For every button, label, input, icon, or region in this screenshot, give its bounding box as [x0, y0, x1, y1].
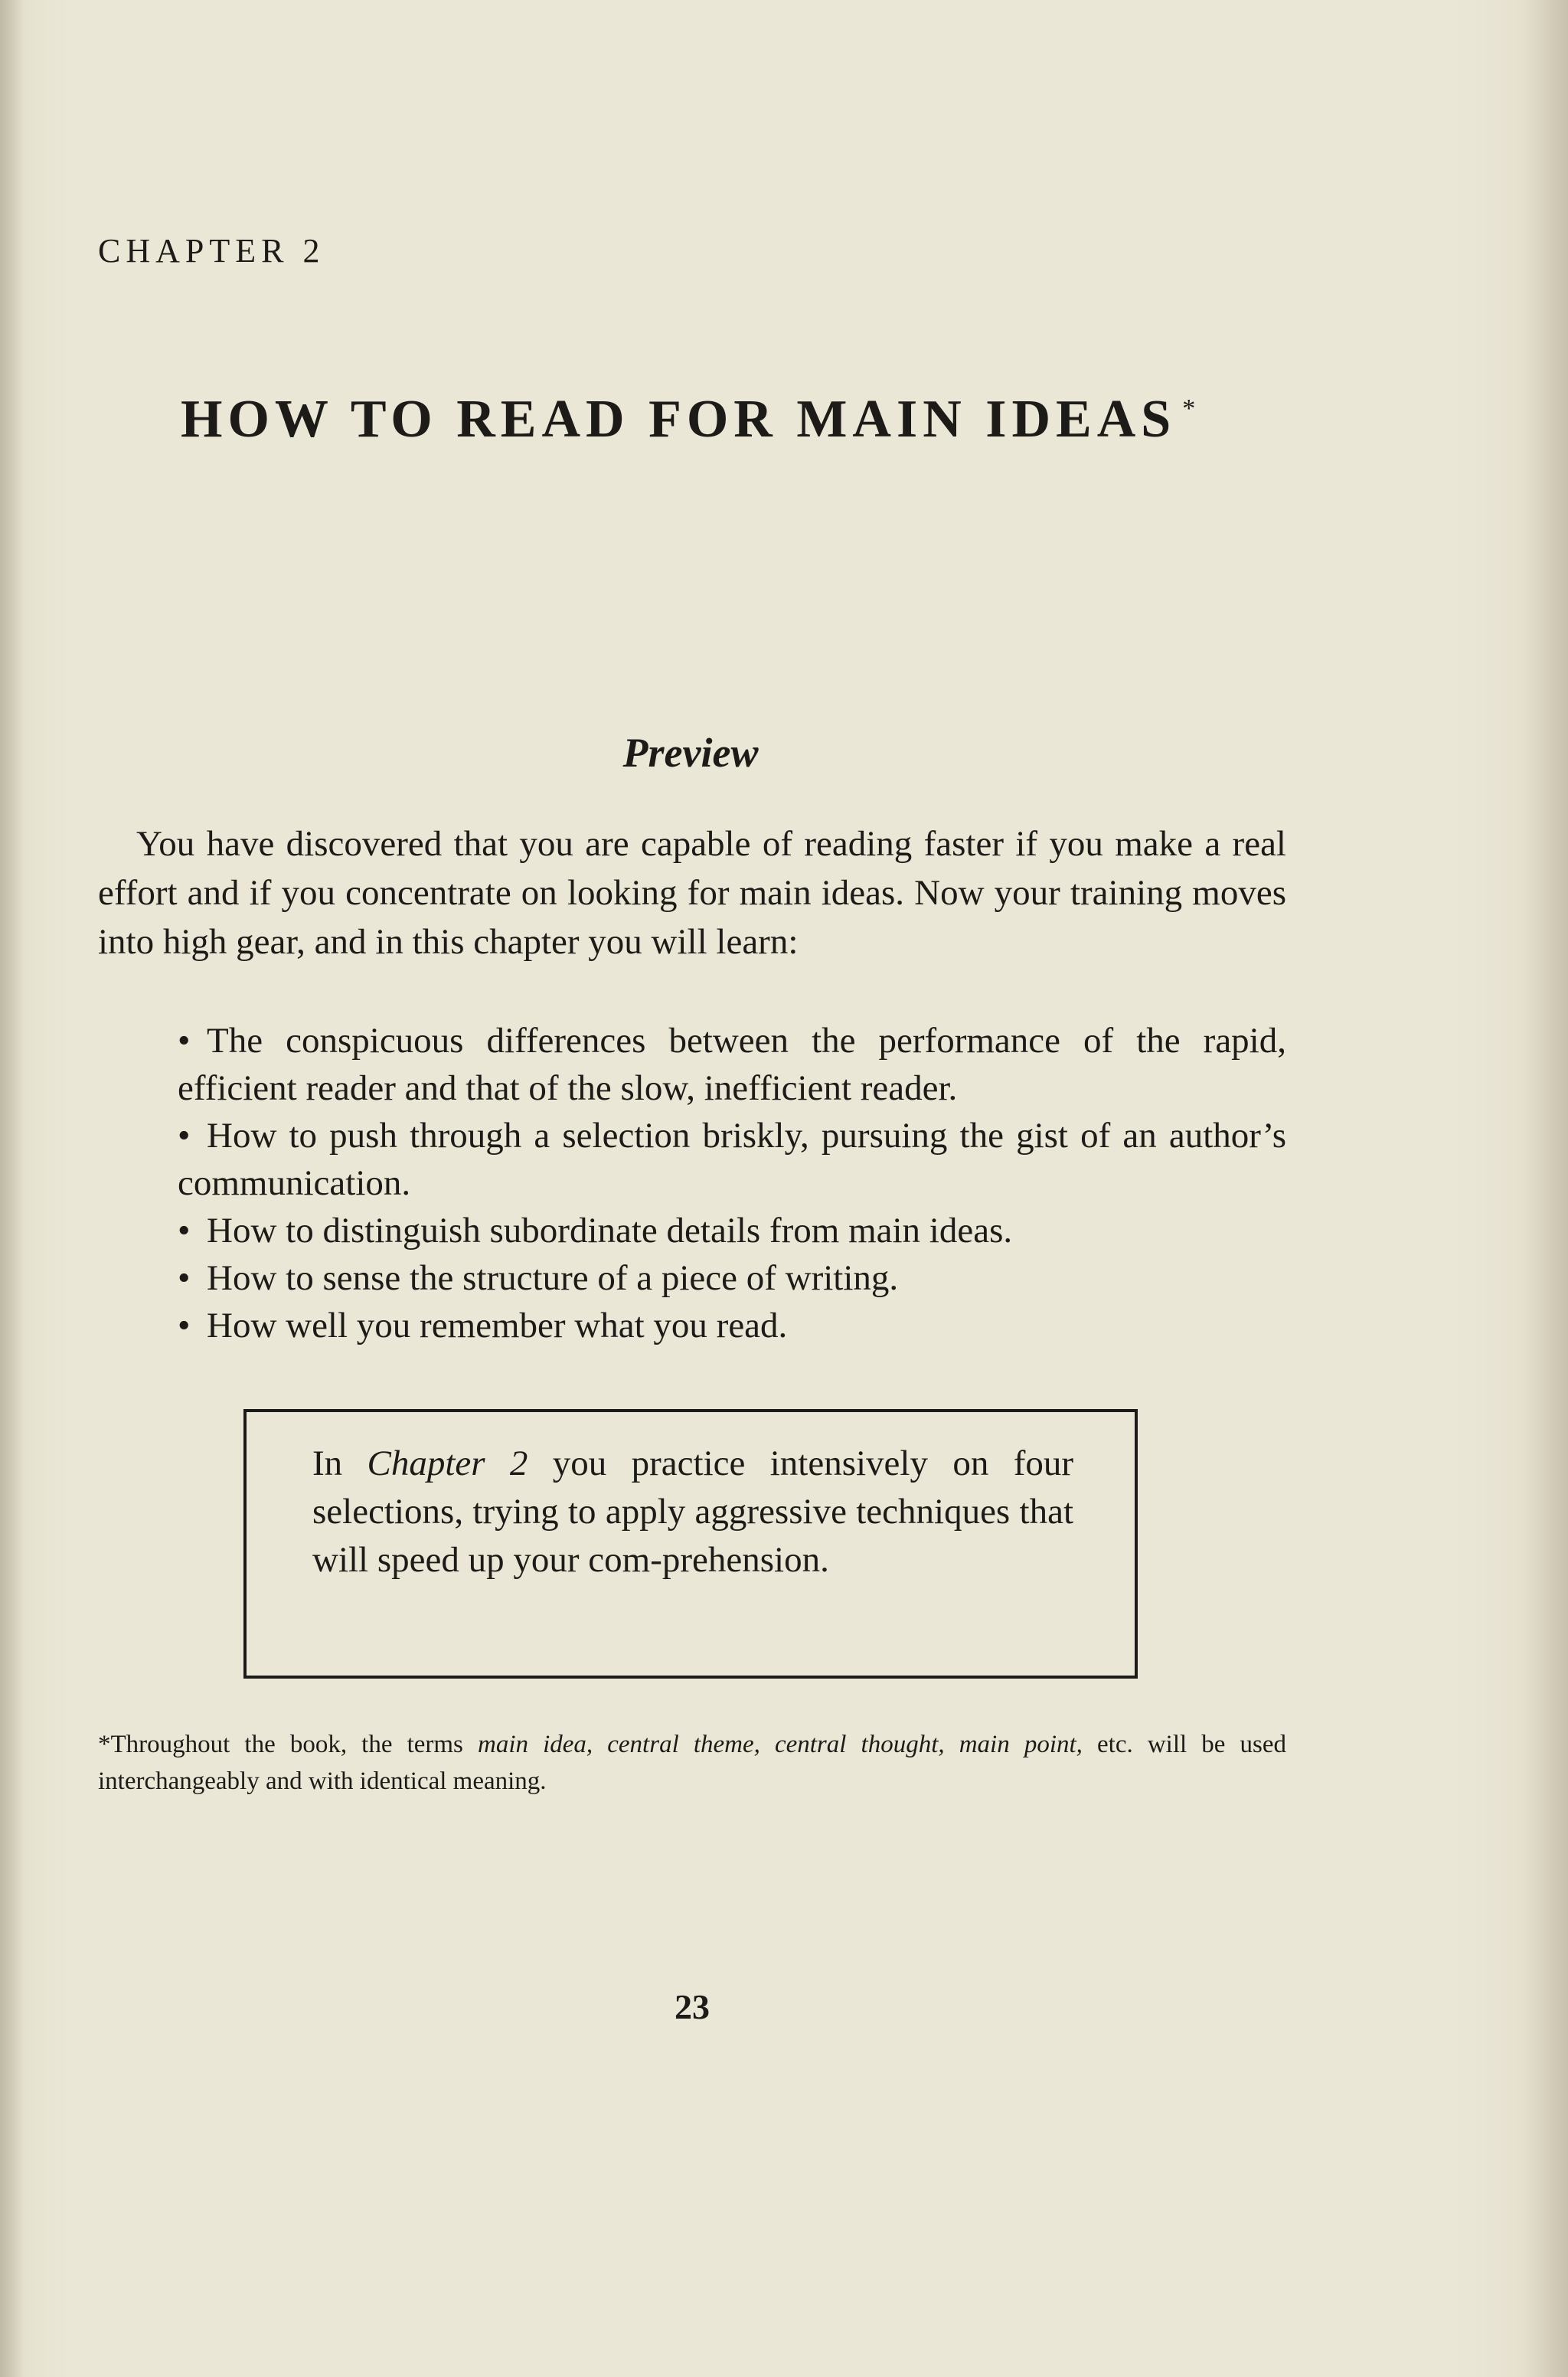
page-edge-shadow: [1526, 0, 1568, 2377]
preview-heading: Preview: [622, 730, 759, 776]
bullet-icon: •: [178, 1021, 191, 1061]
learning-points-list: [178, 1017, 1286, 1349]
title-footnote-mark: *: [1182, 394, 1196, 423]
list-item-text: How well you remember what you read.: [207, 1306, 788, 1345]
preview-intro: You have discovered that you are capable of reading faster if you make a real effort and if you concentrate on looking for main ideas. Now your training moves into high gear, and in this chapter you will learn:: [98, 824, 1286, 962]
footnote-text-end: etc. will be used interchangeably and with identical meaning.: [98, 1731, 1286, 1795]
chapter-title: [181, 352, 1329, 476]
list-item: [178, 1302, 1286, 1349]
chapter-title-text: HOW TO READ FOR MAIN IDEAS: [181, 390, 1177, 449]
list-item: [178, 1254, 1286, 1302]
list-item-text: How to distinguish subordinate details from main ideas.: [207, 1211, 1013, 1251]
callout-suffix: you practice intensively on four selections, trying to apply aggressive techniques that will speed up your com-prehension.: [312, 1444, 1073, 1580]
bullet-icon: •: [178, 1116, 191, 1156]
bullet-icon: •: [178, 1306, 191, 1345]
footnote-mark: *: [98, 1731, 111, 1758]
list-item-text: How to push through a selection briskly, pursuing the gist of an author’s communication.: [178, 1116, 1286, 1203]
chapter-label: CHAPTER 2: [98, 232, 325, 270]
list-item-text: How to sense the structure of a piece of writing.: [207, 1258, 899, 1298]
bullet-icon: •: [178, 1211, 191, 1251]
bullet-icon: •: [178, 1258, 191, 1298]
list-item: [178, 1112, 1286, 1207]
footnote-text-start: Throughout the book, the terms: [110, 1731, 478, 1758]
list-item: [178, 1207, 1286, 1254]
callout-text: [312, 1440, 1073, 1584]
callout-prefix: In: [312, 1444, 368, 1483]
list-item: [178, 1017, 1286, 1112]
list-item-text: The conspicuous differences between the performance of the rapid, efficient reader and that of the slow, inefficient reader.: [178, 1021, 1286, 1108]
footnote-terms: main idea, central theme, central thought, main point,: [478, 1731, 1083, 1758]
footnote: [98, 1726, 1286, 1800]
page-number: 23: [675, 1987, 710, 2026]
callout-chapter-ref: Chapter 2: [367, 1444, 528, 1483]
